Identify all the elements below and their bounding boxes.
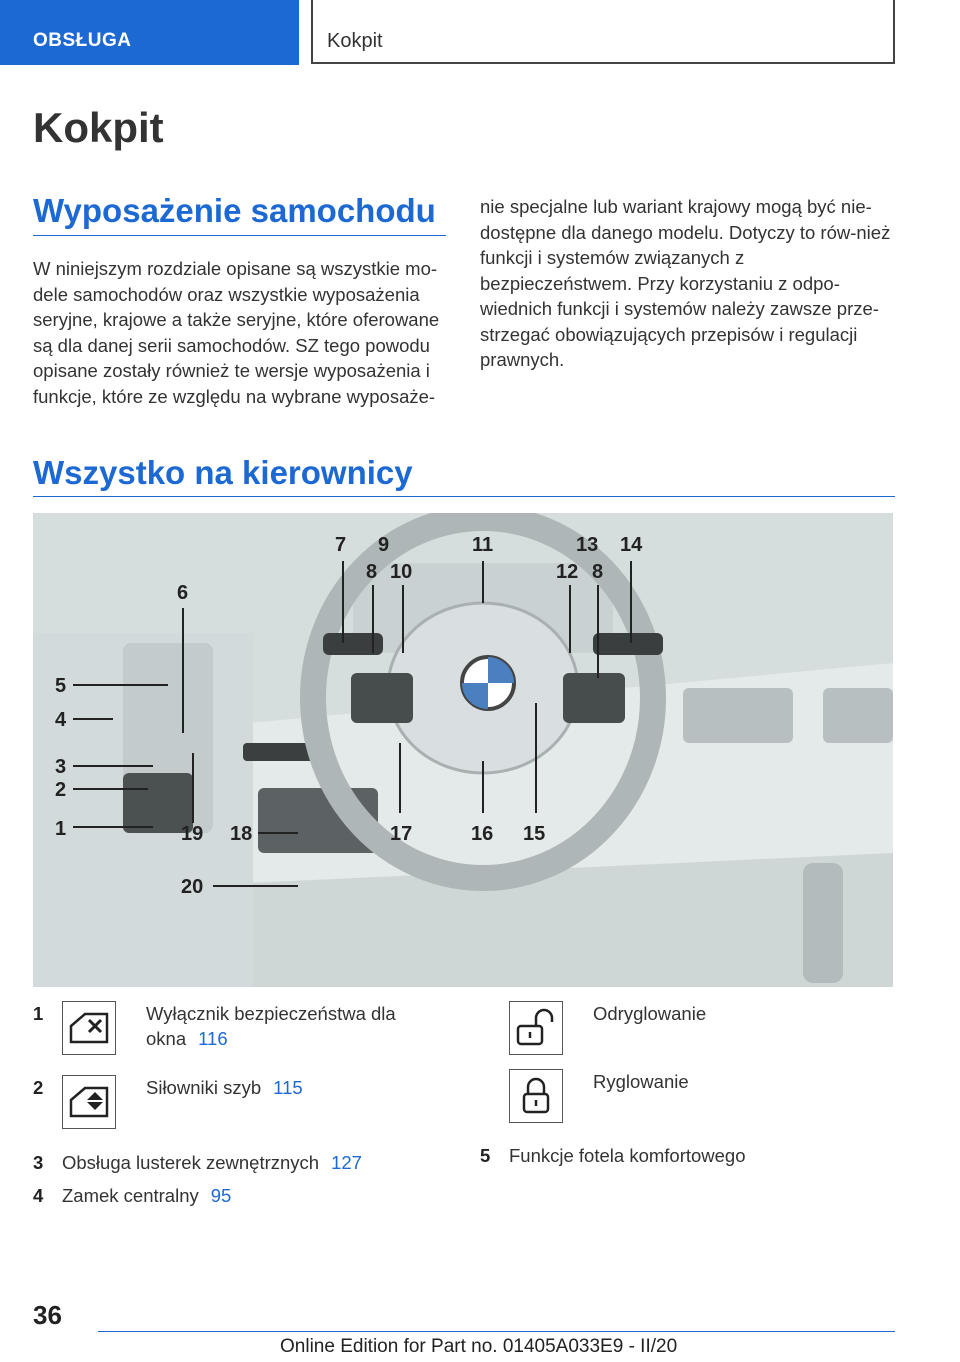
legend-item-1 [146,1001,436,1051]
callout-1: 1 [55,818,67,840]
callout-7: 7 [335,534,347,556]
page-number: 36 [33,1300,62,1330]
legend-num-5: 5 [480,1145,491,1166]
callout-9: 9 [378,534,390,556]
callout-15: 15 [523,823,546,845]
callout-19: 19 [181,823,204,845]
paragraph-left: W niniejszym rozdziale opisane są wszystkie mo-dele samochodów oraz wszystkie wyposażenia seryjne, krajowe a także seryjne, które oferowane są dla danej serii samochodów. SZ tego powodu opisane zostały również te wersje wyposażenia i funkcje, które ze względu na wybrane wyposaże- [33,258,440,407]
window-lock-icon [62,1001,116,1055]
callout-13: 13 [576,534,599,556]
callout-8-left: 8 [366,561,378,583]
window-switch-icon [62,1075,116,1129]
legend-text-1: Wyłącznik bezpieczeństwa dla okna [146,1003,396,1049]
legend-text-3: Obsługa lusterek zewnętrznych [62,1152,320,1173]
page-ref-127[interactable]: 127 [331,1152,362,1173]
section-heading-steering: Wszystko na kierownicy [33,454,413,491]
legend-unlock: Odryglowanie [593,1003,707,1024]
cockpit-illustration [33,513,893,987]
section-tab-label: OBSŁUGA [33,30,132,51]
page-ref-115[interactable]: 115 [273,1077,303,1098]
callout-2: 2 [55,779,67,801]
heading-rule-2 [33,496,895,497]
unlock-icon [509,1001,563,1055]
callout-6: 6 [177,582,189,604]
footer-rule [98,1331,895,1332]
legend-num-4: 4 [33,1185,44,1206]
page-ref-116[interactable]: 116 [198,1028,228,1049]
chapter-box [311,0,895,64]
callout-16: 16 [471,823,494,845]
legend-lock: Ryglowanie [593,1071,689,1092]
legend-item-5: Funkcje fotela komfortowego [509,1145,746,1166]
legend-num-2: 2 [33,1077,44,1098]
callout-14: 14 [620,534,643,556]
callout-12: 12 [556,561,579,583]
chapter-label: Kokpit [327,30,383,52]
callout-18: 18 [230,823,253,845]
callout-5: 5 [55,675,67,697]
paragraph-right: nie specjalne lub wariant krajowy mogą być nie-dostępne dla danego modelu. Dotyczy to rów-nież funkcji i systemów związanych z bezpieczeństwem. Przy korzystaniu z odpo-wiednich funkcji i systemów należy zawsze prze-strzegać obowiązujących przepisów i regulacji prawnych. [480,196,891,370]
callout-20: 20 [181,876,204,898]
legend-text-4: Zamek centralny [62,1185,199,1206]
legend-num-3: 3 [33,1152,44,1173]
callout-8-right: 8 [592,561,604,583]
page-title: Kokpit [33,104,164,151]
footer-edition: Online Edition for Part no. 01405A033E9 - II/20 [280,1336,678,1357]
legend-item-2 [146,1075,436,1100]
callout-10: 10 [390,561,413,583]
heading-rule [33,235,446,236]
legend-text-2: Siłowniki szyb [146,1077,262,1098]
lock-icon [509,1069,563,1123]
section-heading-equipment: Wyposażenie samochodu [33,192,436,229]
section-tab [0,0,299,65]
legend-item-3 [62,1150,442,1175]
callout-17: 17 [390,823,413,845]
callout-11: 11 [472,534,494,556]
legend-num-1: 1 [33,1003,44,1024]
callout-3: 3 [55,756,67,778]
page-ref-95[interactable]: 95 [210,1185,232,1206]
callout-4: 4 [55,709,67,731]
legend-item-4 [62,1183,442,1208]
